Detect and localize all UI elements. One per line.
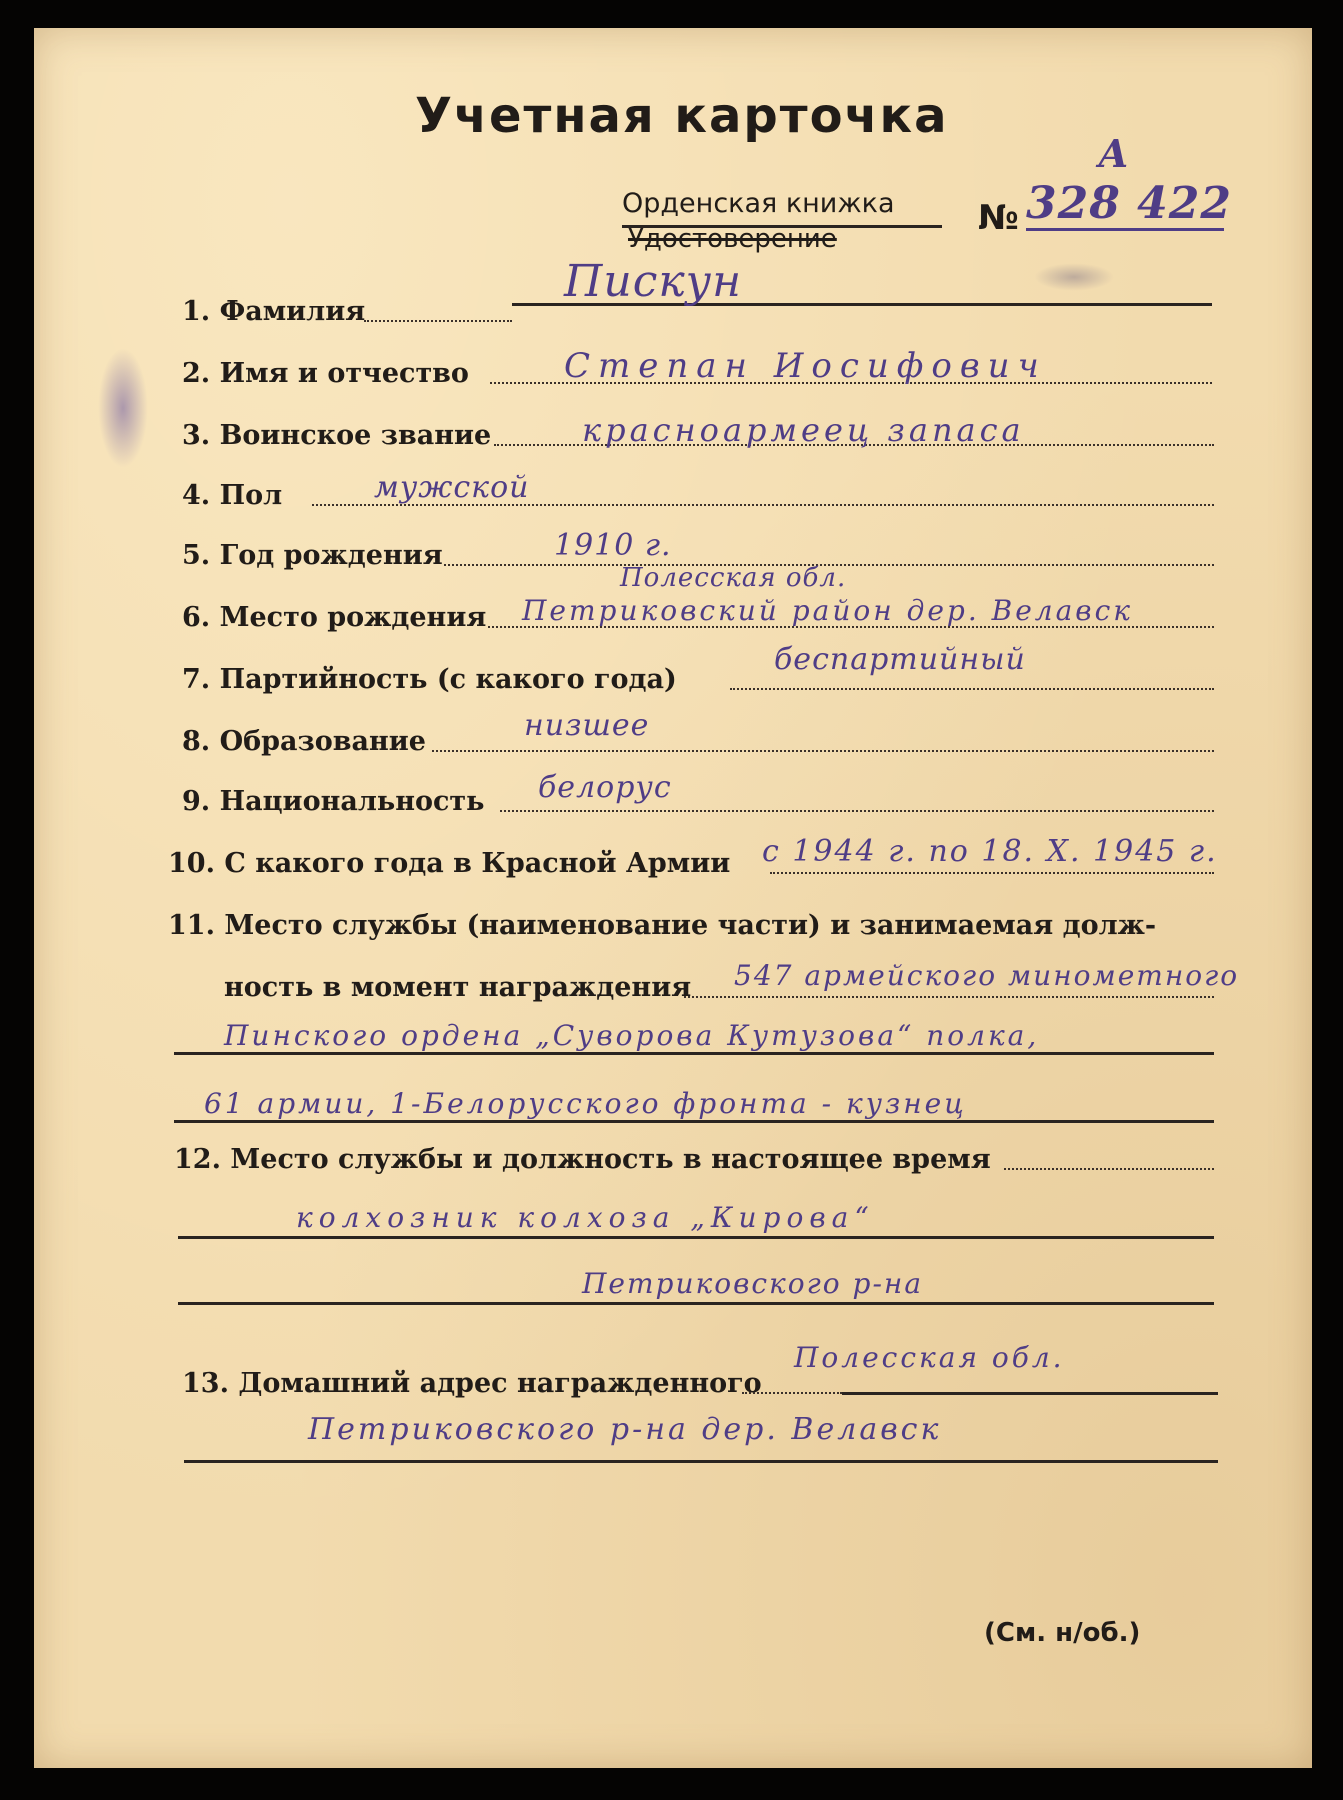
field-label-education: 8. Образование (182, 726, 426, 757)
stamp-mark (1034, 263, 1114, 291)
field-label-service-line1: 11. Место службы (наименование части) и занимаемая долж- (168, 910, 1157, 941)
field-value-current-service-line2: Петриковского р-на (582, 1267, 924, 1300)
document-number-rule (1026, 228, 1224, 231)
field-rule (184, 1460, 1218, 1463)
field-dots (1004, 1168, 1214, 1170)
field-label-nationality: 9. Национальность (182, 786, 485, 817)
field-dots (770, 872, 1214, 874)
field-dots (684, 996, 1214, 998)
field-value-current-service-line1: колхозник колхоза „Кирова“ (296, 1201, 875, 1234)
field-label-rank: 3. Воинское звание (182, 420, 492, 451)
field-label-surname: 1. Фамилия (182, 296, 366, 327)
field-value-surname: Пискун (564, 256, 743, 307)
field-label-army-year: 10. С какого года в Красной Армии (168, 848, 731, 879)
document-type-crossed: Удостоверение (628, 224, 837, 254)
field-label-sex: 4. Пол (182, 480, 283, 511)
number-series: А (1098, 131, 1130, 176)
number-sign: № (978, 198, 1019, 238)
record-card (34, 28, 1312, 1768)
document-type-label: Орденская книжка (622, 188, 895, 219)
field-value-name: Степан Иосифович (564, 346, 1047, 386)
field-label-party: 7. Партийность (с какого года) (182, 664, 677, 695)
field-value-party: беспартийный (774, 642, 1026, 677)
field-value-home-address-line1: Полесская обл. (794, 1341, 1065, 1374)
field-value-sex: мужской (374, 470, 530, 505)
field-dots (500, 810, 1214, 812)
field-label-current-service: 12. Место службы и должность в настоящее время (174, 1144, 991, 1175)
field-dots (364, 320, 512, 322)
field-value-birthplace-line2: Петриковский район дер. Велавск (522, 594, 1133, 627)
field-dots (730, 688, 1214, 690)
field-dots (432, 750, 1214, 752)
field-label-service-line2: ность в момент награждения (224, 972, 692, 1003)
field-value-birth-year: 1910 г. (554, 528, 672, 563)
field-label-birthplace: 6. Место рождения (182, 602, 487, 633)
field-value-nationality: белорус (538, 770, 672, 805)
field-value-service-line3: 61 армии, 1-Белорусского фронта - кузнец (204, 1087, 967, 1120)
see-reverse-note: (См. н/об.) (984, 1618, 1141, 1648)
field-value-education: низшее (524, 708, 650, 743)
field-rule (842, 1392, 1218, 1395)
field-value-service-line2: Пинского ордена „Суворова Кутузова“ полка, (224, 1019, 1040, 1052)
field-rule (178, 1302, 1214, 1305)
field-value-army-year: с 1944 г. по 18. X. 1945 г. (762, 834, 1218, 869)
field-dots (742, 1392, 842, 1394)
field-value-rank: красноармеец запаса (582, 411, 1025, 449)
field-value-home-address-line2: Петриковского р-на дер. Велавск (308, 1412, 942, 1447)
field-label-birth-year: 5. Год рождения (182, 540, 443, 571)
field-label-home-address: 13. Домашний адрес награжденного (182, 1368, 762, 1399)
card-title: Учетная карточка (415, 88, 949, 144)
ink-stain (98, 348, 148, 468)
field-rule (178, 1236, 1214, 1239)
document-number: 328 422 (1026, 178, 1233, 229)
field-value-birthplace-line1: Полесская обл. (620, 563, 847, 593)
field-value-service-line1: 547 армейского минометного (734, 959, 1240, 992)
field-label-name: 2. Имя и отчество (182, 358, 469, 389)
